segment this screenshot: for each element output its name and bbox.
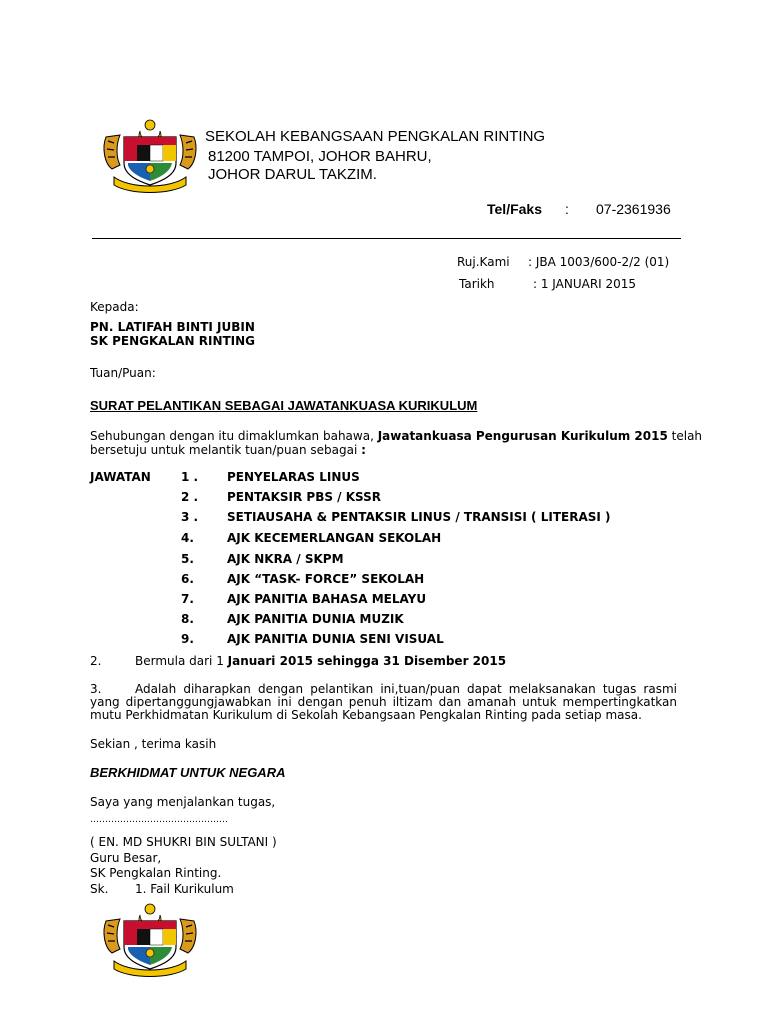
item-text: AJK KECEMERLANGAN SEKOLAH bbox=[227, 531, 442, 545]
para2-number: 2. bbox=[90, 654, 102, 668]
intro-text-1: Sehubungan dengan itu dimaklumkan bahawa, bbox=[90, 429, 378, 443]
signer-name: ( EN. MD SHUKRI BIN SULTANI ) bbox=[90, 835, 277, 849]
signer-title: Guru Besar, bbox=[90, 851, 162, 865]
intro-line2-text: bersetuju untuk melantik tuan/puan sebagai bbox=[90, 443, 362, 457]
school-name: SEKOLAH KEBANGSAAN PENGKALAN RINTING bbox=[205, 128, 546, 145]
recipient-school: SK PENGKALAN RINTING bbox=[90, 334, 256, 348]
para2-text bbox=[135, 654, 506, 668]
list-item bbox=[90, 490, 690, 506]
list-item bbox=[90, 470, 690, 486]
intro-line2-colon: : bbox=[361, 443, 366, 457]
para3 bbox=[90, 683, 677, 722]
item-number: 4. bbox=[181, 531, 194, 545]
para3-text: Adalah diharapkan dengan pelantikan ini,tuan/puan dapat melaksanakan tugas rasmi yang dipertanggungjawabkan ini dengan penuh iltizam dan amanah untuk mempertingkatkan mutu Perkhidmatan Kurikulum di Sekolah Kebangsaan Pengkalan Rinting pada setiap masa. bbox=[90, 682, 677, 722]
item-text: PENTAKSIR PBS / KSSR bbox=[227, 490, 382, 504]
item-text: AJK PANITIA BAHASA MELAYU bbox=[227, 592, 427, 606]
jawatan-label: JAWATAN bbox=[90, 470, 151, 484]
list-item bbox=[90, 531, 690, 547]
item-text: SETIAUSAHA & PENTAKSIR LINUS / TRANSISI ( LITERASI ) bbox=[227, 510, 611, 524]
item-number: 6. bbox=[181, 572, 194, 586]
list-item bbox=[90, 612, 690, 628]
intro-text-3: telah bbox=[667, 429, 703, 443]
coat-of-arms-emblem bbox=[100, 900, 200, 980]
signature-dots: ………………………………………. bbox=[90, 815, 228, 825]
para2-intro: Bermula dari 1 bbox=[135, 654, 228, 668]
para2-dates: Januari 2015 sehingga 31 Disember 2015 bbox=[227, 654, 507, 668]
item-number: 9. bbox=[181, 632, 194, 646]
header-divider bbox=[92, 238, 681, 239]
saya-text: Saya yang menjalankan tugas, bbox=[90, 795, 276, 809]
salutation: Tuan/Puan: bbox=[90, 366, 156, 380]
list-item bbox=[90, 632, 690, 648]
intro-line2 bbox=[90, 443, 366, 457]
tel-separator: : bbox=[565, 201, 569, 217]
para3-number: 3. bbox=[90, 682, 102, 696]
item-number: 7. bbox=[181, 592, 194, 606]
list-item bbox=[90, 552, 690, 568]
intro-committee-name: Jawatankuasa Pengurusan Kurikulum 2015 bbox=[377, 429, 668, 443]
list-item bbox=[90, 592, 690, 608]
school-address-line2: JOHOR DARUL TAKZIM. bbox=[208, 166, 377, 183]
item-number: 1 . bbox=[181, 470, 199, 484]
tel-label: Tel/Faks bbox=[487, 201, 542, 217]
motto: BERKHIDMAT UNTUK NEGARA bbox=[90, 765, 286, 780]
coat-of-arms-emblem bbox=[100, 117, 200, 195]
tarikh-value: : 1 JANUARI 2015 bbox=[533, 277, 637, 291]
item-number: 3 . bbox=[181, 510, 199, 524]
signer-school: SK Pengkalan Rinting. bbox=[90, 866, 222, 880]
school-address-line1: 81200 TAMPOI, JOHOR BAHRU, bbox=[208, 148, 432, 165]
item-number: 2 . bbox=[181, 490, 199, 504]
ruj-label: Ruj.Kami bbox=[457, 255, 510, 269]
intro-line1 bbox=[90, 429, 702, 443]
item-text: AJK NKRA / SKPM bbox=[227, 552, 344, 566]
item-number: 5. bbox=[181, 552, 194, 566]
tarikh-label: Tarikh bbox=[459, 277, 495, 291]
item-text: PENYELARAS LINUS bbox=[227, 470, 360, 484]
list-item bbox=[90, 572, 690, 588]
item-text: AJK PANITIA DUNIA MUZIK bbox=[227, 612, 404, 626]
recipient-name: PN. LATIFAH BINTI JUBIN bbox=[90, 320, 255, 334]
ruj-value: : JBA 1003/600-2/2 (01) bbox=[528, 255, 670, 269]
item-number: 8. bbox=[181, 612, 194, 626]
sekian-text: Sekian , terima kasih bbox=[90, 737, 217, 751]
item-text: AJK “TASK- FORCE” SEKOLAH bbox=[227, 572, 425, 586]
kepada-label: Kepada: bbox=[90, 300, 139, 314]
item-text: AJK PANITIA DUNIA SENI VISUAL bbox=[227, 632, 444, 646]
letter-subject: SURAT PELANTIKAN SEBAGAI JAWATANKUASA KURIKULUM bbox=[90, 398, 478, 413]
list-item bbox=[90, 510, 690, 526]
tel-number: 07-2361936 bbox=[596, 201, 671, 217]
sk-item: 1. Fail Kurikulum bbox=[135, 882, 234, 896]
sk-label: Sk. bbox=[90, 882, 109, 896]
